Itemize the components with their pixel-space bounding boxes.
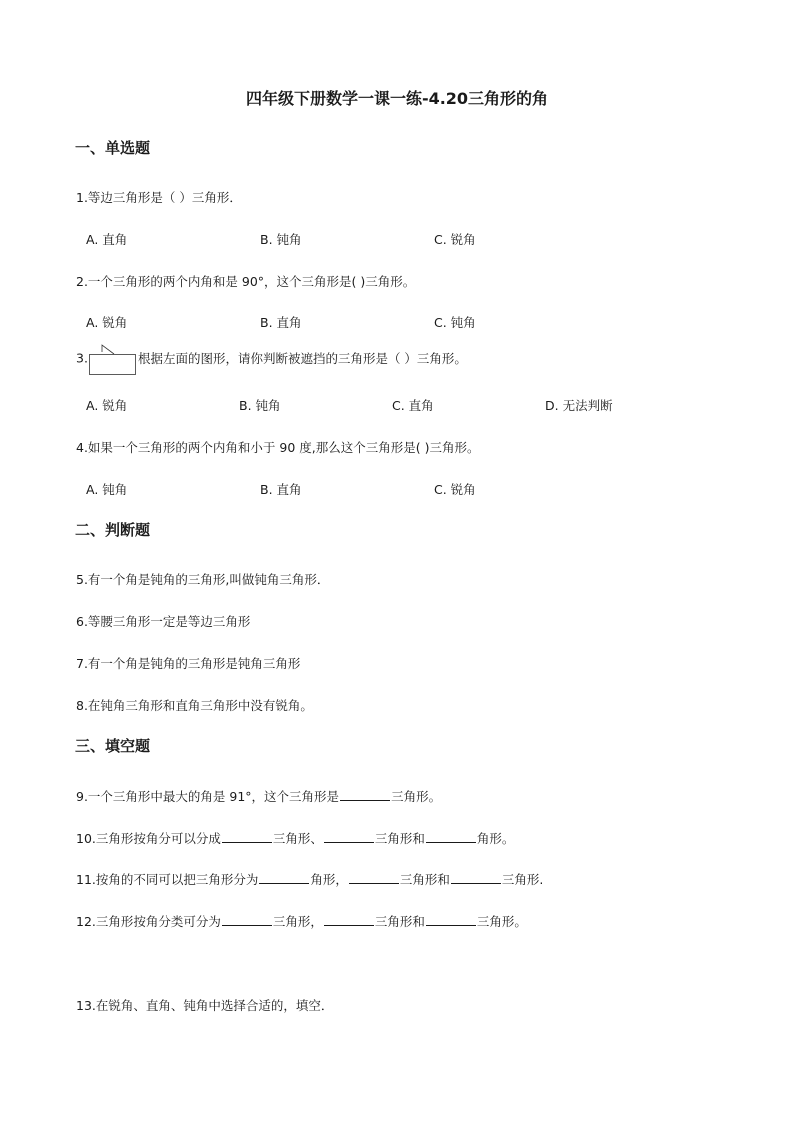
question-13: 13.在锐角、直角、钝角中选择合适的，填空． [76,998,334,1013]
q12-text-d: 三角形。 [476,914,527,929]
q1-option-c[interactable]: C. 锐角 [434,232,476,247]
q1-option-b[interactable]: B. 钝角 [260,232,302,247]
q12-blank-2[interactable] [324,913,374,926]
q1-option-a[interactable]: A. 直角 [86,232,128,247]
q2-option-b[interactable]: B. 直角 [260,315,302,330]
occluded-triangle-figure [88,348,136,368]
q4-option-c[interactable]: C. 锐角 [434,482,476,497]
q11-text-c: 三角形和 [399,872,450,887]
q10-blank-1[interactable] [222,830,272,843]
question-5: 5.有一个角是钝角的三角形,叫做钝角三角形． [76,572,330,587]
question-10 [76,829,514,847]
question-4: 4.如果一个三角形的两个内角和小于 90 度,那么这个三角形是( )三角形。 [76,440,480,455]
q9-text-b: 三角形。 [391,789,442,804]
question-2: 2.一个三角形的两个内角和是 90°，这个三角形是( )三角形。 [76,274,416,289]
page-title: 四年级下册数学一课一练-4.20三角形的角 [245,89,549,108]
question-3 [76,348,467,368]
q10-text-a: 10.三角形按角分可以分成 [76,831,221,846]
q3-option-d[interactable]: D. 无法判断 [545,398,613,413]
q3-text: 根据左面的图形，请你判断被遮挡的三角形是（ ）三角形。 [137,351,467,366]
q12-blank-1[interactable] [222,913,272,926]
q12-text-a: 12.三角形按角分类可分为 [76,914,221,929]
question-1: 1.等边三角形是（ ）三角形． [76,190,242,205]
q2-option-c[interactable]: C. 钝角 [434,315,476,330]
q11-text-d: 三角形. [501,872,544,887]
q12-text-b: 三角形， [272,914,323,929]
question-8: 8.在钝角三角形和直角三角形中没有锐角。 [76,698,313,713]
q9-text-a: 9.一个三角形中最大的角是 91°，这个三角形是 [76,789,340,804]
section-heading-single-choice: 一、单选题 [75,139,151,157]
q3-number: 3. [76,350,88,366]
q10-text-b: 三角形、 [272,831,323,846]
q3-option-a[interactable]: A. 锐角 [86,398,128,413]
q11-text-b: 角形， [310,872,348,887]
q10-text-c: 三角形和 [374,831,425,846]
section-heading-true-false: 二、判断题 [75,521,151,539]
q11-blank-1[interactable] [259,871,309,884]
q3-option-c[interactable]: C. 直角 [392,398,434,413]
q10-blank-3[interactable] [426,830,476,843]
question-11 [76,870,543,888]
question-12 [76,912,527,930]
q3-option-b[interactable]: B. 钝角 [239,398,281,413]
q10-text-d: 角形。 [476,831,515,846]
q2-option-a[interactable]: A. 锐角 [86,315,128,330]
question-6: 6.等腰三角形一定是等边三角形 [76,614,251,629]
triangle-box-icon [88,344,136,376]
q4-option-b[interactable]: B. 直角 [260,482,302,497]
q10-blank-2[interactable] [324,830,374,843]
q11-blank-2[interactable] [349,871,399,884]
q12-blank-3[interactable] [426,913,476,926]
q11-text-a: 11.按角的不同可以把三角形分为 [76,872,259,887]
question-9 [76,787,441,805]
q12-text-c: 三角形和 [374,914,425,929]
section-heading-fill-blank: 三、填空题 [75,737,151,755]
q9-blank[interactable] [340,788,390,801]
q11-blank-3[interactable] [451,871,501,884]
question-7: 7.有一个角是钝角的三角形是钝角三角形 [76,656,301,671]
q4-option-a[interactable]: A. 钝角 [86,482,128,497]
